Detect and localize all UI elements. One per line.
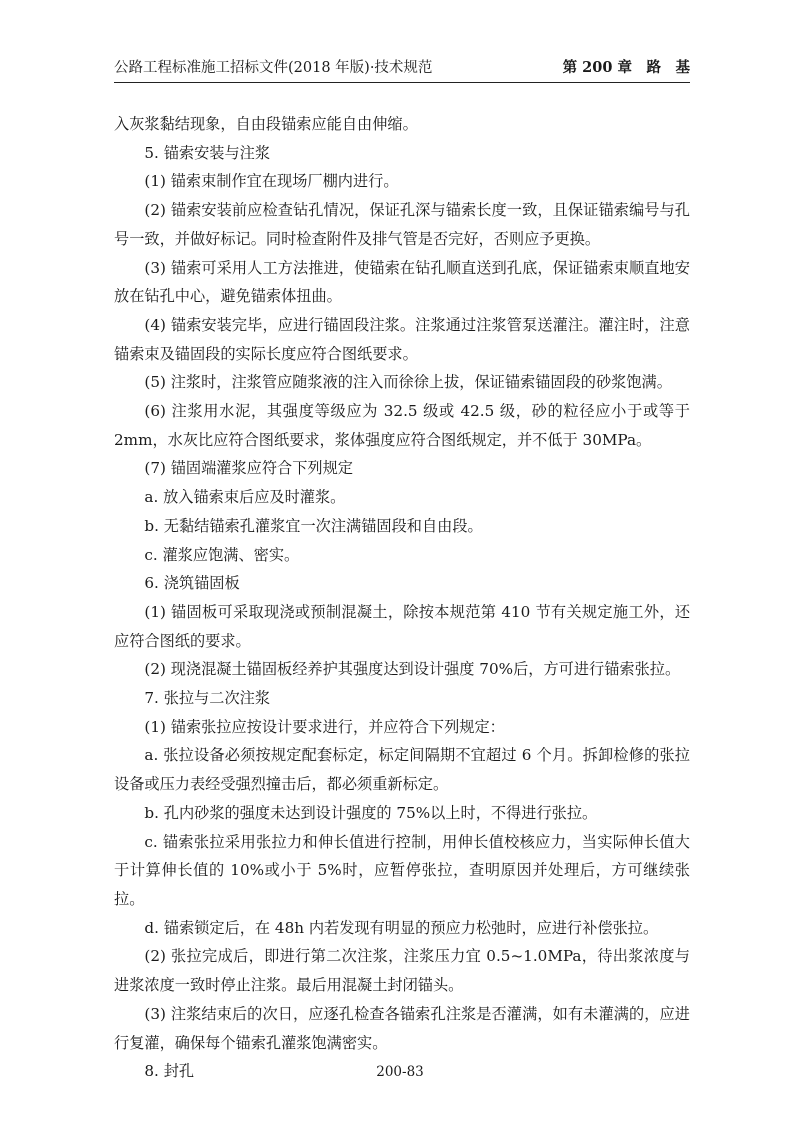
paragraph: (5) 注浆时，注浆管应随浆液的注入而徐徐上拔，保证锚索锚固段的砂浆饱满。 (144, 373, 672, 392)
paragraph: (3) 注浆结束后的次日，应逐孔检查各锚索孔注浆是否灌满，如有未灌满的，应进行复灌，确保每个锚索孔灌浆饱满密实。 (114, 1004, 690, 1052)
section-heading-6: 6. 浇筑锚固板 (144, 574, 240, 593)
list-item: c. 锚索张拉采用张拉力和伸长值进行控制，用伸长值校核应力，当实际伸长值大于计算伸长值的 10%或小于 5%时，应暂停张拉，查明原因并处理后，方可继续张拉。 (114, 832, 690, 908)
header-divider (114, 82, 690, 83)
paragraph: (6) 注浆用水泥，其强度等级应为 32.5 级或 42.5 级，砂的粒径应小于或等于 2mm，水灰比应符合图纸要求，浆体强度应符合图纸规定，并不低于 30MPa。 (114, 402, 690, 449)
list-item: a. 张拉设备必须按规定配套标定，标定间隔期不宜超过 6 个月。拆卸检修的张拉设备或压力表经受强烈撞击后，都必须重新标定。 (114, 746, 690, 794)
paragraph: (2) 现浇混凝土锚固板经养护其强度达到设计强度 70%后，方可进行锚索张拉。 (144, 660, 681, 679)
list-item: a. 放入锚索束后应及时灌浆。 (144, 488, 346, 507)
paragraph: (1) 锚索张拉应按设计要求进行，并应符合下列规定： (144, 717, 505, 736)
paragraph: (2) 锚索安装前应检查钻孔情况，保证孔深与锚索长度一致，且保证锚索编号与孔号一致，并做好标记。同时检查附件及排气管是否完好，否则应予更换。 (114, 201, 690, 248)
page-header (114, 56, 690, 80)
paragraph: (3) 锚索可采用人工方法推进，使锚索在钻孔顺直送到孔底，保证锚索束顺直地安放在钻孔中心，避免锚索体扭曲。 (114, 258, 690, 306)
list-item: d. 锚索锁定后，在 48h 内若发现有明显的预应力松弛时，应进行补偿张拉。 (144, 918, 659, 937)
page-number: 200-83 (376, 1064, 424, 1080)
document-title: 公路工程标准施工招标文件(2018 年版)·技术规范 (114, 60, 433, 76)
paragraph-continuation: 入灰浆黏结现象，自由段锚索应能自由伸缩。 (114, 115, 418, 133)
paragraph: (4) 锚索安装完毕，应进行锚固段注浆。注浆通过注浆管泵送灌注。灌注时，注意锚索束及锚固段的实际长度应符合图纸要求。 (114, 315, 690, 363)
list-item: c. 灌浆应饱满、密实。 (144, 545, 300, 564)
body-text (114, 110, 690, 1086)
paragraph: (1) 锚索束制作宜在现场厂棚内进行。 (144, 172, 399, 191)
paragraph: (1) 锚固板可采取现浇或预制混凝土，除按本规范第 410 节有关规定施工外，还应符合图纸的要求。 (114, 602, 691, 650)
paragraph: (2) 张拉完成后，即进行第二次注浆，注浆压力宜 0.5~1.0MPa，待出浆浓度与进浆浓度一致时停止注浆。最后用混凝土封闭锚头。 (114, 947, 690, 995)
section-heading-8: 8. 封孔 (144, 1062, 195, 1081)
list-item: b. 无黏结锚索孔灌浆宜一次注满锚固段和自由段。 (144, 516, 483, 535)
chapter-title: 第 200 章 路 基 (562, 59, 690, 76)
paragraph: (7) 锚固端灌浆应符合下列规定 (144, 459, 353, 478)
section-heading-7: 7. 张拉与二次注浆 (144, 689, 271, 708)
section-heading-5: 5. 锚索安装与注浆 (144, 143, 271, 162)
list-item: b. 孔内砂浆的强度未达到设计强度的 75%以上时，不得进行张拉。 (144, 803, 598, 822)
